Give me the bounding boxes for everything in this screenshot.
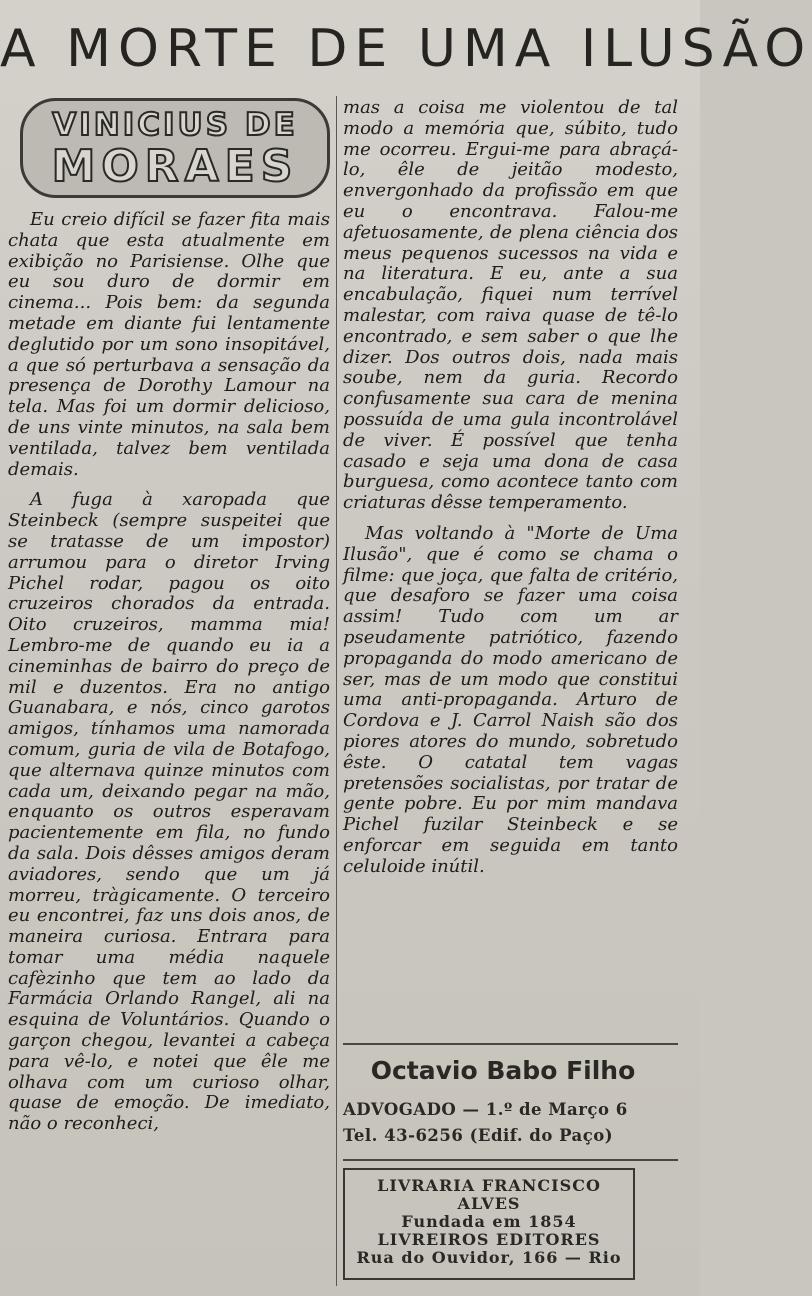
lawyer-ad-phone: Tel. 43-6256 (Edif. do Paço) [343, 1126, 614, 1145]
article-paragraph: A fuga à xaropada que Steinbeck (sempre suspeitei que se tratasse de um impostor) arrumou para o diretor Irving Pichel rodar, pagou os oito cruzeiros chorados da entrada. Oito cruzeiros, mamma mia! Lembro-me de quando eu ia a cineminhas de bairro do preço de mil e duzentos. Era no antigo Guanabara, e nós, cinco garotos amigos, tínhamos uma namorada comum, guria de vila de Botafogo, que alternava quinze minutos com cada um, deixando pegar na mão, enquanto os outros esperavam pacientemente em fila, no fundo da sala. Dois dêsses amigos deram aviadores, sendo que um já morreu, tràgicamente. O terceiro eu encontrei, faz uns dois anos, de maneira curiosa. Entrara para tomar uma média naquele cafèzinho que tem ao lado da Farmácia Orlando Rangel, ali na esquina de Voluntários. Quando o garçon chegou, levantei a cabeça para vê-lo, e notei que êle me olhava com um curioso olhar, quase de emoção. De imediato, não o reconheci, [8, 489, 330, 1135]
article-column-left [8, 210, 330, 1135]
article-paragraph: mas a coisa me violentou de tal modo a memória que, súbito, tudo me ocorreu. Ergui-me para abraçá-lo, êle de jeitão modesto, envergonhado da profissão em que eu o encontrava. Falou-me afetuosamente, de plena ciência dos meus pequenos sucessos na vida e na literatura. E eu, ante a sua encabulação, fiquei num terrível malestar, com raiva quase de tê-lo encontrado, e sem saber o que lhe dizer. Dos outros dois, nada mais soube, nem da guria. Recordo confusamente sua cara de menina possuída de uma gula incontrolável de viver. É possível que tenha casado e seja uma dona de casa burguesa, como acontece tanto com criaturas dêsse temperamento. [343, 97, 678, 514]
article-paragraph: Eu creio difícil se fazer fita mais chata que esta atualmente em exibição no Parisiense. Olhe que eu sou duro de dormir em cinema... Pois bem: da segunda metade em diante fui lentamente deglutido por um sono insopitável, a que só perturbava a sensação da presença de Dorothy Lamour na tela. Mas foi um dormir delicioso, de uns vinte minutos, na sala bem ventilada, talvez bem ventilada demais. [8, 209, 330, 480]
author-byline [20, 98, 330, 198]
article-paragraph: Mas voltando à "Morte de Uma Ilusão", que é como se chama o filme: que joça, que falta de critério, que desaforo se fazer uma coisa assim! Tudo com um ar pseudamente patriótico, fazendo propaganda do modo americano de ser, mas de um modo que constitui uma anti-propaganda. Arturo de Cordova e J. Carrol Naish são dos piores atores do mundo, sobretudo êste. O catatal tem vagas pretensões socialistas, por tratar de gente pobre. Eu por mim mandava Pichel fuzilar Steinbeck e se enforcar em seguida em tanto celuloide inútil. [343, 522, 678, 877]
column-divider [336, 96, 337, 1286]
bookstore-ad [343, 1168, 635, 1280]
bookstore-ad-line: LIVRARIA FRANCISCO [377, 1176, 601, 1195]
bookstore-ad-line: Rua do Ouvidor, 166 — Rio [356, 1248, 622, 1267]
lawyer-ad-name: Octavio Babo Filho [370, 1056, 636, 1085]
bookstore-ad-line: LIVREIROS EDITORES [377, 1230, 601, 1249]
bookstore-ad-line: ALVES [457, 1194, 521, 1213]
bookstore-ad-line: Fundada em 1854 [401, 1212, 577, 1231]
lawyer-ad-address: ADVOGADO — 1.º de Março 6 [343, 1100, 628, 1119]
ad-divider [343, 1043, 678, 1045]
byline-surname: MORAES [51, 141, 299, 192]
byline-first-name: VINICIUS DE [52, 107, 298, 143]
headline: A MORTE DE UMA ILUSÃO [0, 19, 812, 79]
ad-divider [343, 1159, 678, 1161]
article-column-right [343, 98, 678, 877]
